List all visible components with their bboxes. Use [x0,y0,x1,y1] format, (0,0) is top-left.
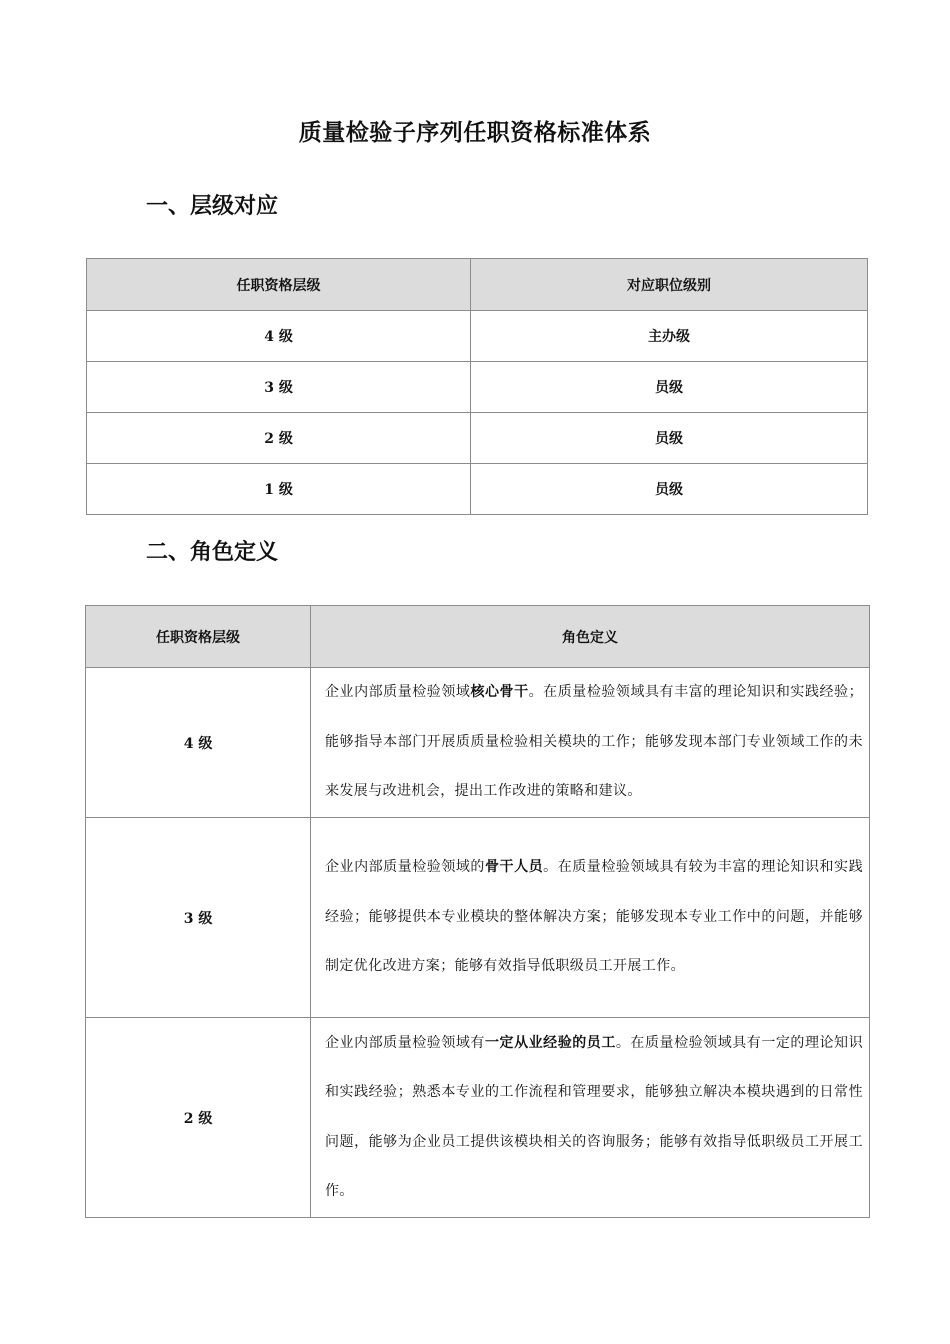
level-number: 4 [264,329,274,345]
role-definition-cell [311,818,870,1018]
definition-text: 企业内部质量检验领域的 [325,859,485,876]
level-unit: 级 [198,1110,213,1127]
role-definition-cell [311,668,870,818]
level-number: 2 [183,1110,194,1127]
level-number: 1 [264,482,274,498]
position-level-cell: 主办级 [471,311,868,362]
role-definition-table [85,605,870,1218]
table-row [87,311,868,362]
definition-text: 。在质量检验领域具有一定的理论知识和实践经验；熟悉本专业的工作流程和管理要求，能够独立解决本模块遇到的日常性问题，能够为企业员工提供该模块相关的咨询服务；能够有效指导低职级员工开展工作。 [325,1034,863,1199]
level-unit: 级 [278,431,293,447]
qualification-level-cell [86,818,311,1018]
column-header-qualification-level: 任职资格层级 [86,606,311,668]
table-row [86,668,870,818]
table-header-row [87,259,868,311]
level-unit: 级 [198,735,213,752]
definition-emphasis: 骨干人员 [484,859,544,876]
level-number: 2 [264,431,274,447]
section-heading-role-definition: 二、角色定义 [146,540,279,565]
column-header-qualification-level: 任职资格层级 [87,259,471,311]
position-level-cell: 员级 [471,362,868,413]
level-unit: 级 [278,482,293,498]
table-header-row [86,606,870,668]
table-row [86,1018,870,1218]
qualification-level-cell [87,362,471,413]
column-header-role-definition: 角色定义 [311,606,870,668]
level-number: 3 [264,380,274,396]
level-number: 4 [183,735,194,752]
level-unit: 级 [278,380,293,396]
table-row [87,413,868,464]
table-row [87,362,868,413]
definition-text: 企业内部质量检验领域有 [325,1034,485,1051]
position-level-cell: 员级 [471,413,868,464]
column-header-position-level: 对应职位级别 [471,259,868,311]
level-unit: 级 [278,329,293,345]
role-definition-cell [311,1018,870,1218]
qualification-level-cell [87,464,471,515]
qualification-level-cell [87,311,471,362]
qualification-level-cell [86,668,311,818]
qualification-level-cell [87,413,471,464]
definition-text: 企业内部质量检验领域 [325,684,471,701]
section-heading-level-mapping: 一、层级对应 [146,194,279,219]
level-number: 3 [183,910,194,927]
definition-text: 。在质量检验领域具有丰富的理论知识和实践经验；能够指导本部门开展质质量检验相关模块的工作；能够发现本部门专业领域工作的未来发展与改进机会，提出工作改进的策略和建议。 [325,684,864,800]
definition-text: 。在质量检验领域具有较为丰富的理论知识和实践经验；能够提供本专业模块的整体解决方案；能够发现本专业工作中的问题，并能够制定优化改进方案；能够有效指导低职级员工开展工作。 [325,859,863,975]
table-row [86,818,870,1018]
level-mapping-table [86,258,868,515]
qualification-level-cell [86,1018,311,1218]
definition-emphasis: 一定从业经验的员工 [484,1034,616,1051]
document-title: 质量检验子序列任职资格标准体系 [298,120,652,146]
level-unit: 级 [198,910,213,927]
position-level-cell: 员级 [471,464,868,515]
table-row [87,464,868,515]
definition-emphasis: 核心骨干 [470,684,529,701]
